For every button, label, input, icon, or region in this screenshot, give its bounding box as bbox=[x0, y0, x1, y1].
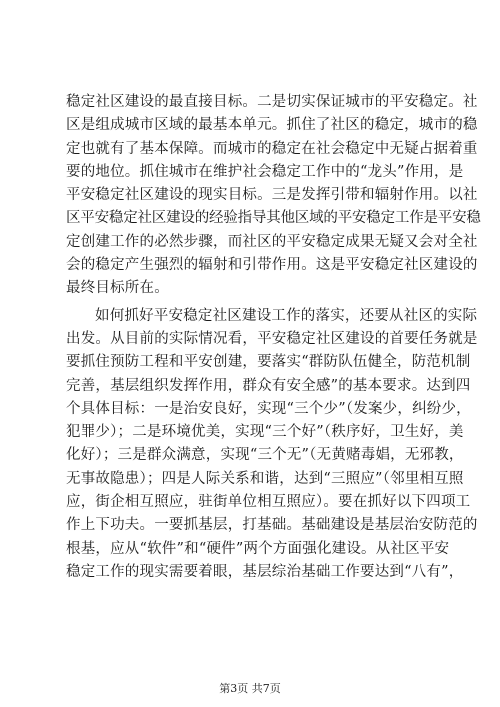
text-line: 最终目标所在。 bbox=[66, 280, 169, 297]
text-line: 要的地位。抓住城市在维护社会稳定工作中的“龙头”作用，是 bbox=[66, 163, 464, 180]
page-number: 第3页 共7页 bbox=[219, 682, 281, 695]
paragraph-2 bbox=[66, 305, 478, 585]
page-footer bbox=[0, 682, 500, 696]
text-line: 定创建工作的必然步骤，而社区的平安稳定成果无疑又会对全社 bbox=[66, 233, 478, 250]
text-line: 稳定工作的现实需要着眼，基层综治基础工作要达到“八有”， bbox=[66, 563, 464, 580]
text-line: 平安稳定社区建设的现实目标。三是发挥引带和辐射作用。以社 bbox=[66, 187, 478, 204]
text-line: 定也就有了基本保障。而城市的稳定在社会稳定中无疑占据着重 bbox=[66, 140, 478, 157]
text-line: 个具体目标：一是治安良好，实现“三个少”（发案少，纠纷少， bbox=[66, 400, 471, 417]
paragraph-1 bbox=[66, 91, 481, 301]
text-line: 出发。从目前的实际情况看，平安稳定社区建设的首要任务就是 bbox=[66, 330, 478, 347]
text-line: 作上下功夫。一要抓基层，打基础。基础建设是基层治安防范的 bbox=[66, 517, 478, 534]
text-line: 要抓住预防工程和平安创建，要落实“群防队伍健全，防范机制 bbox=[66, 354, 471, 371]
text-line: 稳定社区建设的最直接目标。二是切实保证城市的平安稳定。社 bbox=[66, 94, 478, 110]
text-line: 无事故隐患）；四是人际关系和谐，达到“三照应”（邻里相互照 bbox=[66, 470, 464, 487]
text-line: 应，街企相互照应，驻街单位相互照应）。要在抓好以下四项工 bbox=[66, 494, 471, 511]
text-line: 化好）；三是群众满意，实现“三个无”（无黄赌毒娼，无邪教， bbox=[66, 447, 464, 464]
text-line: 区平安稳定社区建设的经验指导其他区域的平安稳定工作是平安稳 bbox=[66, 210, 481, 227]
text-line: 犯罪少）；二是环境优美，实现“三个好”（秩序好，卫生好，美 bbox=[66, 424, 464, 441]
document-body bbox=[66, 91, 481, 584]
text-line: 完善，基层组织发挥作用，群众有安全感”的基本要求。达到四 bbox=[66, 377, 471, 394]
text-line: 如何抓好平安稳定社区建设工作的落实，还要从社区的实际 bbox=[95, 307, 478, 324]
text-line: 根基，应从“软件”和“硬件”两个方面强化建设。从社区平安 bbox=[66, 540, 450, 557]
text-line: 会的稳定产生强烈的辐射和引带作用。这是平安稳定社区建设的 bbox=[66, 257, 478, 274]
text-line: 区是组成城市区域的最基本单元。抓住了社区的稳定，城市的稳 bbox=[66, 117, 478, 134]
